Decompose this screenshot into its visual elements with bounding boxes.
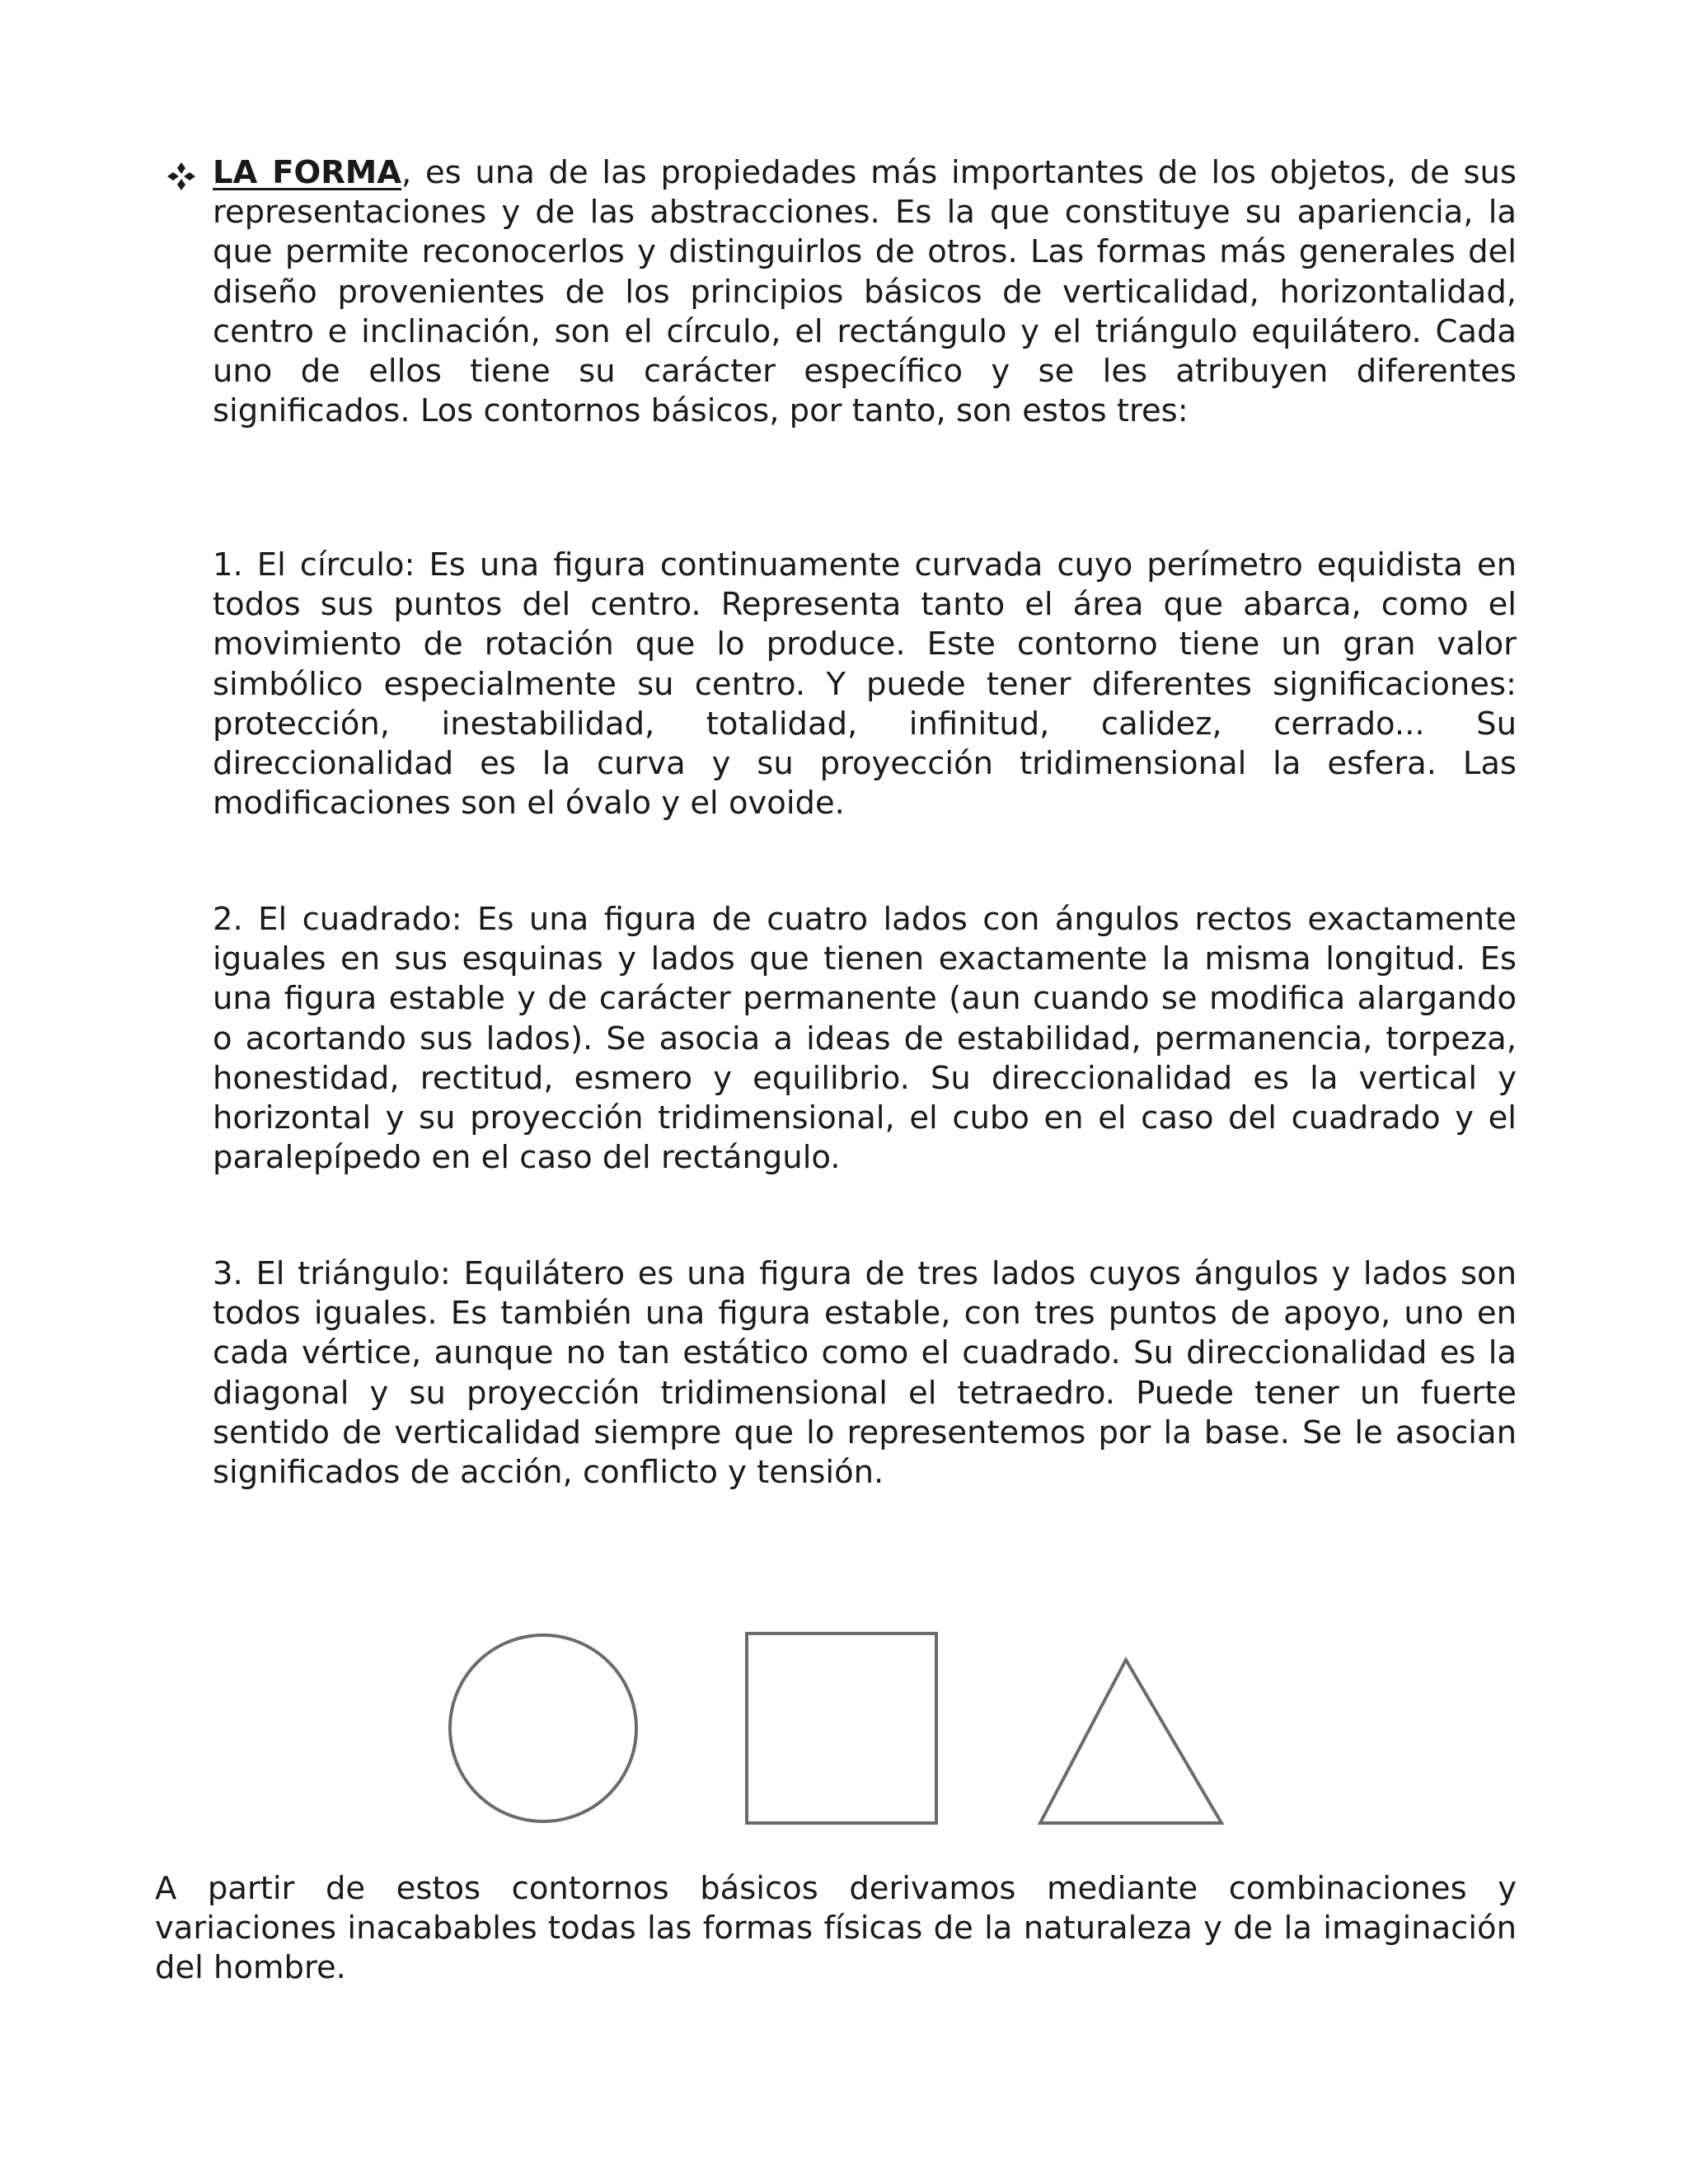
- intro-paragraph: [213, 153, 1517, 431]
- triangle-shape: [1035, 1657, 1226, 1828]
- intro-text: , es una de las propiedades más importantes de los objetos, de sus representaciones y de las abstracciones. Es la que constituye su apariencia, la que permite reconocerlos y distinguirlos de otros. Las formas más generales del diseño provenientes de los principios básicos de verticalidad, horizontalidad, centro e inclinación, son el círculo, el rectángulo y el triángulo equilátero. Cada uno de ellos tiene su carácter específico y se les atribuyen diferentes significados. Los contornos básicos, por tanto, son estos tres:: [213, 154, 1517, 430]
- square-paragraph: 2. El cuadrado: Es una figura de cuatro lados con ángulos rectos exactamente iguales en sus esquinas y lados que tienen exactamente la misma longitud. Es una figura estable y de carácter permanente (aun cuando se modifica alargando o acortando sus lados). Se asocia a ideas de estabilidad, permanencia, torpeza, honestidad, rectitud, esmero y equilibrio. Su direccionalidad es la vertical y horizontal y su proyección tridimensional, el cubo en el caso del cuadrado y el paralepípedo en el caso del rectángulo.: [213, 901, 1517, 1177]
- diamond-bullet-icon: [165, 160, 198, 193]
- closing-paragraph: A partir de estos contornos básicos derivamos mediante combinaciones y variaciones inacabables todas las formas físicas de la naturaleza y de la imaginación del hombre.: [155, 1870, 1517, 1987]
- circle-shape: [448, 1633, 638, 1823]
- circle-paragraph: 1. El círculo: Es una figura continuamente curvada cuyo perímetro equidista en todos sus puntos del centro. Representa tanto el área que abarca, como el movimiento de rotación que lo produce. Este contorno tiene un gran valor simbólico especialmente su centro. Y puede tener diferentes significaciones: protección, inestabilidad, totalidad, infinitud, calidez, cerrado... Su direccionalidad es la curva y su proyección tridimensional la esfera. Las modificaciones son el óvalo y el ovoide.: [213, 546, 1517, 823]
- triangle-paragraph: 3. El triángulo: Equilátero es una figura de tres lados cuyos ángulos y lados son todos iguales. Es también una figura estable, con tres puntos de apoyo, uno en cada vértice, aunque no tan estático como el cuadrado. Su direccionalidad es la diagonal y su proyección tridimensional el tetraedro. Puede tener un fuerte sentido de verticalidad siempre que lo representemos por la base. Se le asocian significados de acción, conflicto y tensión.: [213, 1255, 1517, 1492]
- basic-shapes-figure: [429, 1615, 1253, 1830]
- section-heading: LA FORMA: [213, 154, 401, 191]
- square-shape: [745, 1632, 938, 1825]
